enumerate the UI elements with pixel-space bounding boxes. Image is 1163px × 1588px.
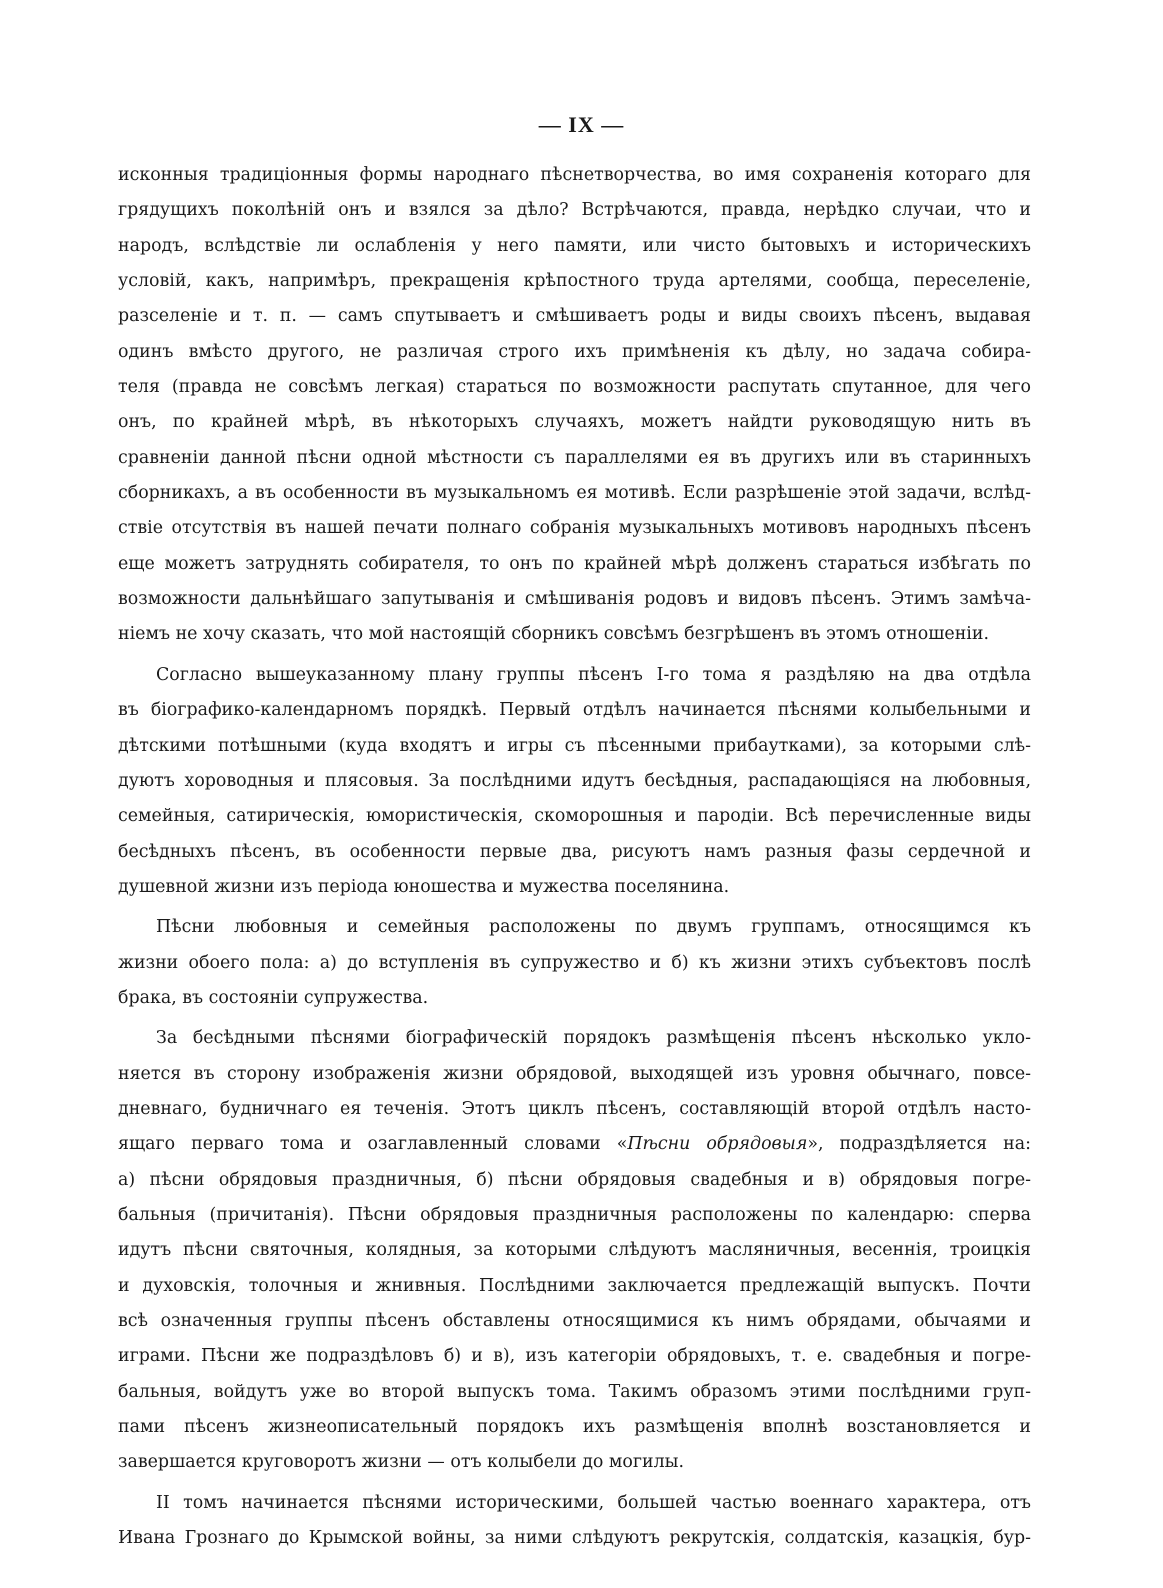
text-line: бальныя (причитанія). Пѣсни обрядовыя праздничныя расположены по календарю: сперва <box>118 1204 1031 1225</box>
paragraph-2 <box>118 658 1031 905</box>
text-line: II томъ начинается пѣснями историческими, большей частью военнаго характера, отъ <box>156 1492 1031 1513</box>
text-line: семейныя, сатирическія, юмористическія, скоморошныя и пародіи. Всѣ перечисленные виды <box>118 806 1031 827</box>
text-line: возможности дальнѣйшаго запутыванія и смѣшиванія родовъ и видовъ пѣсенъ. Этимъ замѣча- <box>118 589 1031 610</box>
text-line-with-italic <box>118 1127 1031 1162</box>
italic-title: Пѣсни обрядовыя <box>627 1134 808 1155</box>
line-suffix: », подраздѣляется на: <box>807 1134 1031 1155</box>
text-line: брака, въ состояніи супружества. <box>118 987 429 1008</box>
text-line: и духовскія, толочныя и жнивныя. Послѣдними заключается предлежащій выпускъ. Почти <box>118 1275 1031 1296</box>
text-line: завершается круговоротъ жизни — отъ колыбели до могилы. <box>118 1452 685 1473</box>
text-line: бесѣдныхъ пѣсенъ, въ особенности первые два, рисуютъ намъ разныя фазы сердечной и <box>118 841 1031 862</box>
text-line: жизни обоего пола: а) до вступленія въ супружество и б) къ жизни этихъ субъектовъ послѣ <box>118 952 1031 973</box>
paragraph-4 <box>118 1021 1031 1480</box>
text-line: одинъ вмѣсто другого, не различая строго ихъ примѣненія къ дѣлу, но задача собира- <box>118 341 1031 362</box>
line-prefix: ящаго перваго тома и озаглавленный словами « <box>118 1134 628 1155</box>
text-line: пами пѣсенъ жизнеописательный порядокъ ихъ размѣщенія вполнѣ возстановляется и <box>118 1417 1031 1438</box>
text-line: всѣ означенныя группы пѣсенъ обставлены относящимися къ нимъ обрядами, обычаями и <box>118 1311 1031 1331</box>
text-line: а) пѣсни обрядовыя праздничныя, б) пѣсни обрядовыя свадебныя и в) обрядовыя погре- <box>118 1169 1031 1190</box>
text-line: За бесѣдными пѣснями біографическій порядокъ размѣщенія пѣсенъ нѣсколько укло- <box>156 1028 1031 1049</box>
text-line: Согласно вышеуказанному плану группы пѣсенъ I-го тома я раздѣляю на два отдѣла <box>156 664 1031 685</box>
text-line: еще можетъ затруднять собирателя, то онъ по крайней мѣрѣ долженъ стараться избѣгать по <box>118 553 1031 574</box>
text-line: ніемъ не хочу сказать, что мой настоящій сборникъ совсѣмъ безгрѣшенъ въ этомъ отношеніи. <box>118 624 989 645</box>
text-line: дуютъ хороводныя и плясовыя. За послѣдними идутъ бесѣдныя, распадающіяся на любовныя, <box>118 770 1031 791</box>
text-line: разселеніе и т. п. — самъ спутываетъ и смѣшиваетъ роды и виды своихъ пѣсенъ, выдавая <box>118 306 1031 327</box>
text-line: онъ, по крайней мѣрѣ, въ нѣкоторыхъ случаяхъ, можетъ найдти руководящую нить въ <box>118 412 1031 433</box>
text-line: ствіе отсутствія въ нашей печати полнаго собранія музыкальныхъ мотивовъ народныхъ пѣсенъ <box>118 518 1031 539</box>
paragraph-1 <box>118 158 1031 653</box>
paragraph-3 <box>118 910 1031 1016</box>
paragraph-5 <box>118 1486 1031 1557</box>
text-line: народъ, вслѣдствіе ли ослабленія у него памяти, или чисто бытовыхъ и историческихъ <box>118 235 1031 256</box>
body-text <box>118 158 1031 1556</box>
text-line: теля (правда не совсѣмъ легкая) стараться по возможности распутать спутанное, для чего <box>118 377 1031 398</box>
text-line: няется въ сторону изображенія жизни обрядовой, выходящей изъ уровня обычнаго, повсе- <box>118 1063 1031 1084</box>
text-line: бальныя, войдутъ уже во второй выпускъ тома. Такимъ образомъ этими послѣдними груп- <box>118 1381 1031 1402</box>
text-line: исконныя традиціонныя формы народнаго пѣснетворчества, во имя сохраненія котораго для <box>118 165 1031 185</box>
text-line: дневнаго, будничнаго ея теченія. Этотъ циклъ пѣсенъ, составляющій второй отдѣлъ насто- <box>118 1098 1031 1119</box>
text-line: сборникахъ, а въ особенности въ музыкальномъ ея мотивѣ. Если разрѣшеніе этой задачи, вслѣд- <box>118 483 1031 504</box>
text-line: идутъ пѣсни святочныя, колядныя, за которыми слѣдуютъ масляничныя, весеннія, троицкія <box>118 1240 1031 1261</box>
text-line: душевной жизни изъ періода юношества и мужества поселянина. <box>118 876 730 897</box>
text-line: Пѣсни любовныя и семейныя расположены по двумъ группамъ, относящимся къ <box>156 917 1031 938</box>
text-line: грядущихъ поколѣній онъ и взялся за дѣло? Встрѣчаются, правда, нерѣдко случаи, что и <box>118 200 1031 221</box>
text-line: дѣтскими потѣшными (куда входятъ и игры съ пѣсенными прибаутками), за которыми слѣ- <box>118 735 1031 756</box>
text-line: сравненіи данной пѣсни одной мѣстности съ параллелями ея въ другихъ или въ старинныхъ <box>118 447 1031 468</box>
text-line: Ивана Грознаго до Крымской войны, за ними слѣдуютъ рекрутскія, солдатскія, казацкія, бур- <box>118 1528 1031 1549</box>
page-number: — IX — <box>538 112 625 137</box>
text-line: играми. Пѣсни же подраздѣловъ б) и в), изъ категоріи обрядовыхъ, т. е. свадебныя и погре- <box>118 1346 1031 1367</box>
text-line: въ біографико-календарномъ порядкѣ. Первый отдѣлъ начинается пѣснями колыбельными и <box>118 700 1031 721</box>
text-line: условій, какъ, напримѣръ, прекращенія крѣпостного труда артелями, сообща, переселеніе, <box>118 271 1031 292</box>
